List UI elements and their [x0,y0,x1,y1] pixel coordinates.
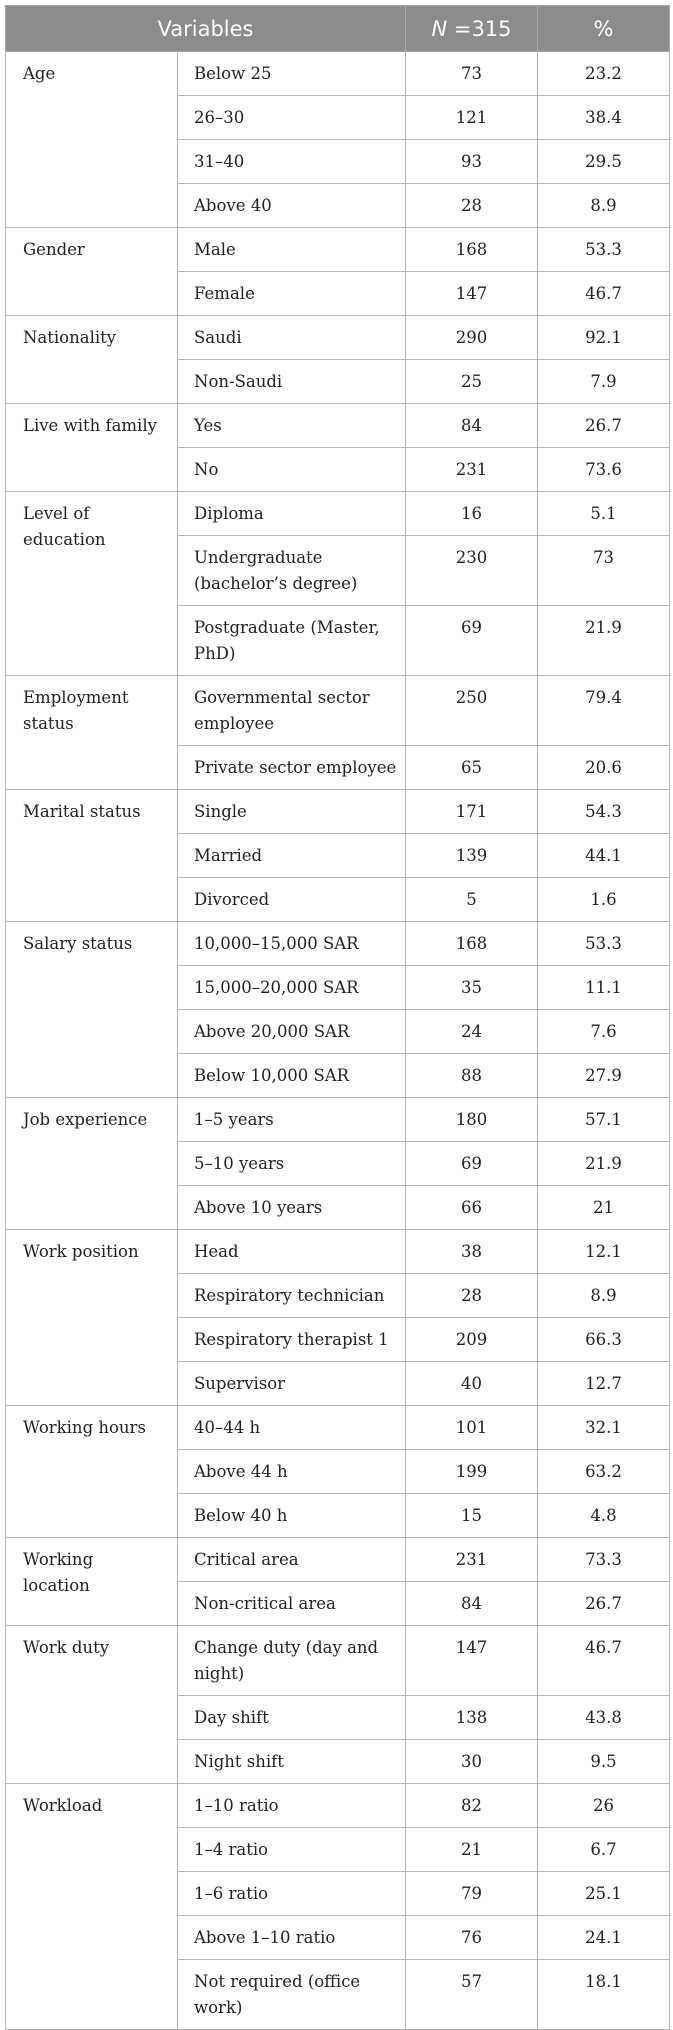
count-cell: 88 [406,1054,538,1098]
table-row [6,1626,670,1696]
count-cell: 76 [406,1916,538,1960]
percent-cell: 21.9 [538,606,670,676]
table-row [6,922,670,966]
count-cell: 28 [406,1274,538,1318]
table-row [6,1098,670,1142]
category-cell: Respiratory technician [178,1274,406,1318]
percent-cell: 8.9 [538,1274,670,1318]
percent-cell: 73 [538,536,670,606]
category-cell: Above 44 h [178,1450,406,1494]
percent-cell: 4.8 [538,1494,670,1538]
count-cell: 69 [406,1142,538,1186]
variable-name-cell: Age [6,52,178,228]
percent-cell: 26.7 [538,1582,670,1626]
count-cell: 66 [406,1186,538,1230]
variable-name-cell: Work duty [6,1626,178,1784]
category-cell: Below 10,000 SAR [178,1054,406,1098]
count-cell: 199 [406,1450,538,1494]
category-cell: 1–5 years [178,1098,406,1142]
category-cell: Above 20,000 SAR [178,1010,406,1054]
count-cell: 147 [406,1626,538,1696]
table-row [6,404,670,448]
count-cell: 93 [406,140,538,184]
count-cell: 38 [406,1230,538,1274]
category-cell: Below 25 [178,52,406,96]
percent-cell: 73.6 [538,448,670,492]
table-header [6,6,670,52]
category-cell: 15,000–20,000 SAR [178,966,406,1010]
percent-cell: 32.1 [538,1406,670,1450]
count-cell: 290 [406,316,538,360]
percent-cell: 25.1 [538,1872,670,1916]
category-cell: Saudi [178,316,406,360]
count-cell: 40 [406,1362,538,1406]
count-cell: 28 [406,184,538,228]
category-cell: Change duty (day and night) [178,1626,406,1696]
count-cell: 147 [406,272,538,316]
percent-cell: 43.8 [538,1696,670,1740]
count-cell: 5 [406,878,538,922]
percent-cell: 6.7 [538,1828,670,1872]
percent-cell: 73.3 [538,1538,670,1582]
percent-cell: 1.6 [538,878,670,922]
category-cell: Single [178,790,406,834]
table-row [6,316,670,360]
category-cell: Postgraduate (Master, PhD) [178,606,406,676]
percent-cell: 54.3 [538,790,670,834]
count-cell: 139 [406,834,538,878]
count-cell: 231 [406,1538,538,1582]
percent-cell: 5.1 [538,492,670,536]
variable-name-cell: Marital status [6,790,178,922]
category-cell: 5–10 years [178,1142,406,1186]
count-cell: 82 [406,1784,538,1828]
percent-cell: 66.3 [538,1318,670,1362]
category-cell: Diploma [178,492,406,536]
percent-cell: 92.1 [538,316,670,360]
percent-cell: 26 [538,1784,670,1828]
count-cell: 73 [406,52,538,96]
category-cell: Above 10 years [178,1186,406,1230]
category-cell: 1–6 ratio [178,1872,406,1916]
category-cell: Critical area [178,1538,406,1582]
category-cell: Yes [178,404,406,448]
percent-cell: 20.6 [538,746,670,790]
count-cell: 35 [406,966,538,1010]
variable-name-cell: Job experience [6,1098,178,1230]
category-cell: 10,000–15,000 SAR [178,922,406,966]
percent-cell: 63.2 [538,1450,670,1494]
count-cell: 79 [406,1872,538,1916]
count-cell: 30 [406,1740,538,1784]
header-variables: Variables [6,6,406,52]
count-cell: 121 [406,96,538,140]
variable-name-cell: Working location [6,1538,178,1626]
count-cell: 168 [406,228,538,272]
table-row [6,1230,670,1274]
count-cell: 171 [406,790,538,834]
category-cell: Male [178,228,406,272]
variable-name-cell: Gender [6,228,178,316]
percent-cell: 29.5 [538,140,670,184]
category-cell: Undergraduate (bachelor’s degree) [178,536,406,606]
percent-cell: 7.6 [538,1010,670,1054]
percent-cell: 79.4 [538,676,670,746]
category-cell: Divorced [178,878,406,922]
percent-cell: 8.9 [538,184,670,228]
count-cell: 168 [406,922,538,966]
count-cell: 180 [406,1098,538,1142]
category-cell: 1–10 ratio [178,1784,406,1828]
header-n-value: =315 [447,16,512,41]
category-cell: Night shift [178,1740,406,1784]
table-row [6,676,670,746]
count-cell: 57 [406,1960,538,2030]
category-cell: Governmental sector employee [178,676,406,746]
header-n [406,6,538,52]
count-cell: 231 [406,448,538,492]
category-cell: 26–30 [178,96,406,140]
percent-cell: 23.2 [538,52,670,96]
variable-name-cell: Nationality [6,316,178,404]
variable-name-cell: Salary status [6,922,178,1098]
count-cell: 84 [406,404,538,448]
percent-cell: 26.7 [538,404,670,448]
percent-cell: 11.1 [538,966,670,1010]
percent-cell: 9.5 [538,1740,670,1784]
header-percent: % [538,6,670,52]
table-body [6,52,670,2030]
header-n-symbol: N [431,16,448,41]
count-cell: 209 [406,1318,538,1362]
count-cell: 24 [406,1010,538,1054]
percent-cell: 38.4 [538,96,670,140]
category-cell: 40–44 h [178,1406,406,1450]
count-cell: 101 [406,1406,538,1450]
percent-cell: 53.3 [538,228,670,272]
percent-cell: 46.7 [538,272,670,316]
percent-cell: 44.1 [538,834,670,878]
count-cell: 21 [406,1828,538,1872]
table-row [6,52,670,96]
percent-cell: 21 [538,1186,670,1230]
variable-name-cell: Working hours [6,1406,178,1538]
category-cell: Married [178,834,406,878]
category-cell: Female [178,272,406,316]
category-cell: Non-Saudi [178,360,406,404]
count-cell: 138 [406,1696,538,1740]
percent-cell: 7.9 [538,360,670,404]
count-cell: 25 [406,360,538,404]
percent-cell: 21.9 [538,1142,670,1186]
count-cell: 65 [406,746,538,790]
percent-cell: 24.1 [538,1916,670,1960]
category-cell: Head [178,1230,406,1274]
count-cell: 69 [406,606,538,676]
table-row [6,492,670,536]
count-cell: 84 [406,1582,538,1626]
category-cell: Below 40 h [178,1494,406,1538]
category-cell: Respiratory therapist 1 [178,1318,406,1362]
variable-name-cell: Workload [6,1784,178,2030]
category-cell: No [178,448,406,492]
category-cell: Above 1–10 ratio [178,1916,406,1960]
percent-cell: 46.7 [538,1626,670,1696]
table-row [6,790,670,834]
count-cell: 15 [406,1494,538,1538]
count-cell: 16 [406,492,538,536]
category-cell: 1–4 ratio [178,1828,406,1872]
category-cell: Not required (office work) [178,1960,406,2030]
percent-cell: 27.9 [538,1054,670,1098]
category-cell: Non-critical area [178,1582,406,1626]
variable-name-cell: Employment status [6,676,178,790]
category-cell: Day shift [178,1696,406,1740]
table-row [6,1406,670,1450]
count-cell: 230 [406,536,538,606]
category-cell: Supervisor [178,1362,406,1406]
table-row [6,1784,670,1828]
table-row [6,1538,670,1582]
percent-cell: 53.3 [538,922,670,966]
category-cell: 31–40 [178,140,406,184]
count-cell: 250 [406,676,538,746]
percent-cell: 18.1 [538,1960,670,2030]
category-cell: Private sector employee [178,746,406,790]
table-row [6,228,670,272]
variable-name-cell: Work position [6,1230,178,1406]
variable-name-cell: Live with family [6,404,178,492]
variable-name-cell: Level of education [6,492,178,676]
percent-cell: 57.1 [538,1098,670,1142]
demographics-table [5,5,670,2030]
percent-cell: 12.1 [538,1230,670,1274]
category-cell: Above 40 [178,184,406,228]
percent-cell: 12.7 [538,1362,670,1406]
